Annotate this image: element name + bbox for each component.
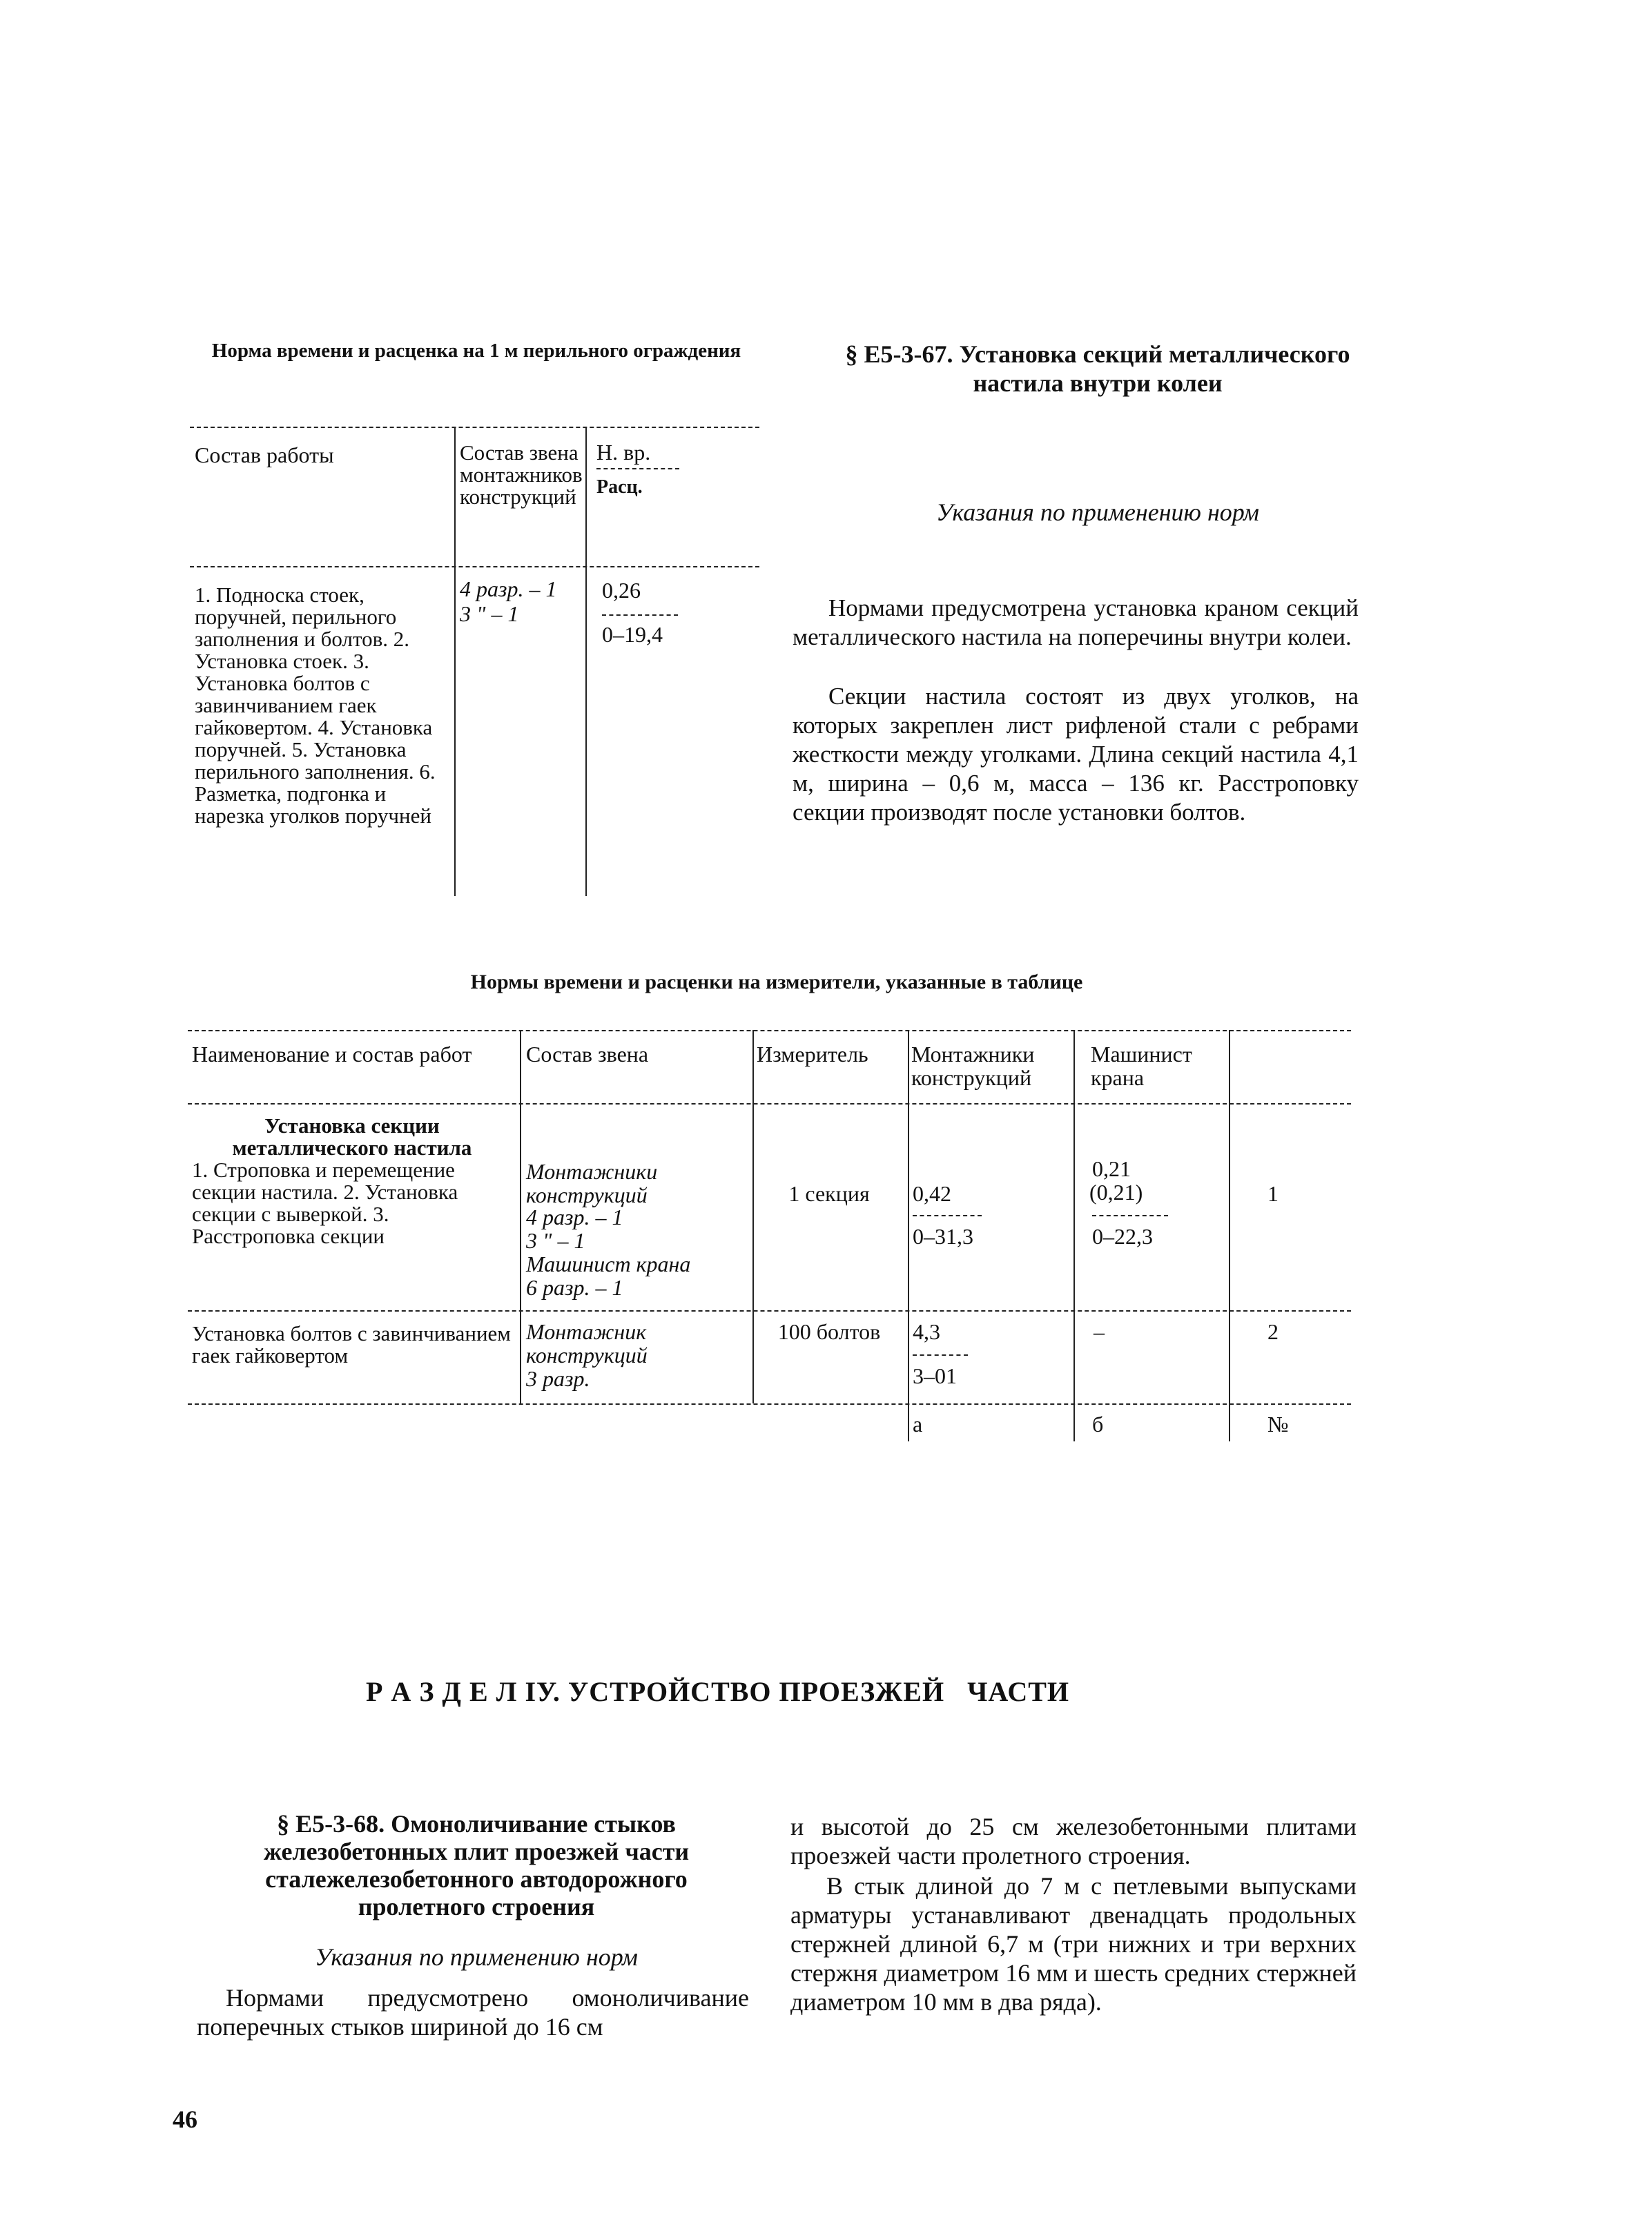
- row2-work: Установка болтов с завинчиванием гаек гайковертом: [192, 1321, 511, 1368]
- big-header-crew: Состав звена: [526, 1042, 649, 1067]
- big-table-divider-5: [1229, 1030, 1230, 1441]
- left-table-divider-2: [585, 427, 587, 896]
- left-table-divider-1: [454, 427, 456, 896]
- left-header-crew: Состав звена монтажников конструкций: [460, 440, 583, 509]
- bottom-left-subtitle: Указания по применению норм: [315, 1943, 638, 1971]
- left-header-norm: [596, 440, 735, 499]
- big-table-divider-4: [1073, 1030, 1075, 1441]
- row1-mont-norm: 0,42: [913, 1181, 951, 1206]
- row1-unit: 1 секция: [788, 1181, 870, 1206]
- left-table-header-rule: [190, 566, 759, 567]
- row1-work: 1. Строповка и перемещение секции настила. 2. Установка секции с выверкой. 3. Расстроповка секции: [192, 1158, 458, 1248]
- big-table-header-rule: [188, 1103, 1351, 1105]
- row2-crew-2: 3 разр.: [526, 1366, 590, 1391]
- big-table-divider-3: [908, 1030, 909, 1441]
- left-row-dash: [602, 614, 678, 616]
- row2-number: 2: [1267, 1319, 1279, 1344]
- row2-mont-norm: 4,3: [913, 1319, 940, 1344]
- big-table-divider-2: [752, 1030, 754, 1403]
- row1-number: 1: [1267, 1181, 1279, 1206]
- left-header-norm-label: Н. вр.: [596, 440, 651, 465]
- bottom-left-title: § Е5-3-68. Омоноличивание стыков железобетонных плит проезжей части сталежелезобетонного автодорожного пролетного строения: [263, 1810, 690, 1920]
- section-heading: Р А З Д Е Л IУ. УСТРОЙСТВО ПРОЕЗЖЕЙ ЧАСТИ: [366, 1676, 1069, 1707]
- row1-mash-norm2: (0,21): [1089, 1180, 1143, 1205]
- row1-mont-rate: 0–31,3: [913, 1224, 973, 1249]
- big-header-mash: Машинист крана: [1091, 1042, 1192, 1090]
- left-table-top-rule: [190, 427, 759, 428]
- footer-col-num: №: [1267, 1412, 1289, 1437]
- left-table-title: Норма времени и расценка на 1 м перильного ограждения: [211, 340, 741, 362]
- row1-mash-norm: 0,21: [1092, 1156, 1131, 1181]
- footer-col-a: а: [913, 1412, 923, 1437]
- big-header-name: Наименование и состав работ: [192, 1042, 472, 1067]
- left-row-crew-1: 4 разр. – 1: [460, 576, 557, 601]
- big-table-title: Нормы времени и расценки на измерители, указанные в таблице: [470, 971, 1083, 993]
- row2-mash: –: [1094, 1319, 1105, 1344]
- bottom-right-paragraph-2: В стык длиной до 7 м с петлевыми выпусками арматуры устанавливают двенадцать продольных стержней длиной 6,7 м (три нижних и три верхних стержня диаметром 16 мм и шесть средних стержней диаметром 10 мм в два ряда).: [790, 1872, 1357, 2016]
- row2-crew-1: Монтажник конструкций: [526, 1319, 648, 1368]
- row1-title: Установка секции металлического настила: [232, 1113, 472, 1160]
- page-number: 46: [173, 2105, 197, 2133]
- row1-mont-dash: [913, 1215, 982, 1216]
- row2-unit: 100 болтов: [777, 1319, 881, 1344]
- left-row-crew-2: 3 " – 1: [460, 601, 519, 626]
- row1-mash-rate: 0–22,3: [1092, 1224, 1153, 1249]
- left-row-norm: 0,26: [602, 578, 641, 603]
- right-section-title: § Е5-3-67. Установка секций металлического настила внутри колеи: [845, 340, 1350, 397]
- bottom-right-paragraph-1: и высотой до 25 см железобетонными плитами проезжей части пролетного строения.: [790, 1813, 1357, 1869]
- row1-crew-1: Монтажники конструкций: [526, 1159, 658, 1207]
- right-paragraph-1: Нормами предусмотрена установка краном секций металлического настила на поперечины внутри колеи.: [793, 594, 1359, 650]
- big-header-unit: Измеритель: [757, 1042, 868, 1067]
- big-table-divider-1: [520, 1030, 521, 1403]
- row1-crew-2: 4 разр. – 1: [526, 1205, 623, 1229]
- left-header-rate-label: Расц.: [596, 476, 643, 498]
- left-row-rate: 0–19,4: [602, 622, 663, 647]
- row1-crew-4: Машинист крана: [526, 1252, 691, 1276]
- right-subtitle: Указания по применению норм: [936, 498, 1259, 526]
- row1-crew-3: 3 " – 1: [526, 1228, 585, 1253]
- big-header-mont: Монтажники конструкций: [911, 1042, 1035, 1090]
- bottom-left-paragraph: Нормами предусмотрено омоноличивание поперечных стыков шириной до 16 см: [197, 1984, 749, 2041]
- row1-crew-5: 6 разр. – 1: [526, 1275, 623, 1300]
- big-table-bottom-rule: [188, 1403, 1351, 1405]
- row2-mont-dash: [913, 1354, 968, 1356]
- big-table-top-rule: [188, 1030, 1351, 1031]
- left-row-work: 1. Подноска стоек, поручней, перильного заполнения и болтов. 2. Установка стоек. 3. Установка болтов с завинчиванием гаек гайковертом. 4. Установка поручней. 5. Установка перильного заполнения. 6. Разметка, подгонка и нарезка уголков поручней: [195, 583, 436, 828]
- left-header-work: Состав работы: [195, 442, 334, 467]
- row1-mash-dash: [1092, 1215, 1168, 1216]
- row2-mont-rate: 3–01: [913, 1363, 957, 1388]
- big-table-row-rule: [188, 1310, 1351, 1312]
- right-paragraph-2: Секции настила состоят из двух уголков, на которых закреплен лист рифленой стали с ребрами жесткости между уголками. Длина секций настила 4,1 м, ширина – 0,6 м, масса – 136 кг. Расстроповку секции производят после установки болтов.: [793, 683, 1359, 826]
- footer-col-b: б: [1092, 1412, 1104, 1437]
- left-header-dash: [596, 468, 679, 469]
